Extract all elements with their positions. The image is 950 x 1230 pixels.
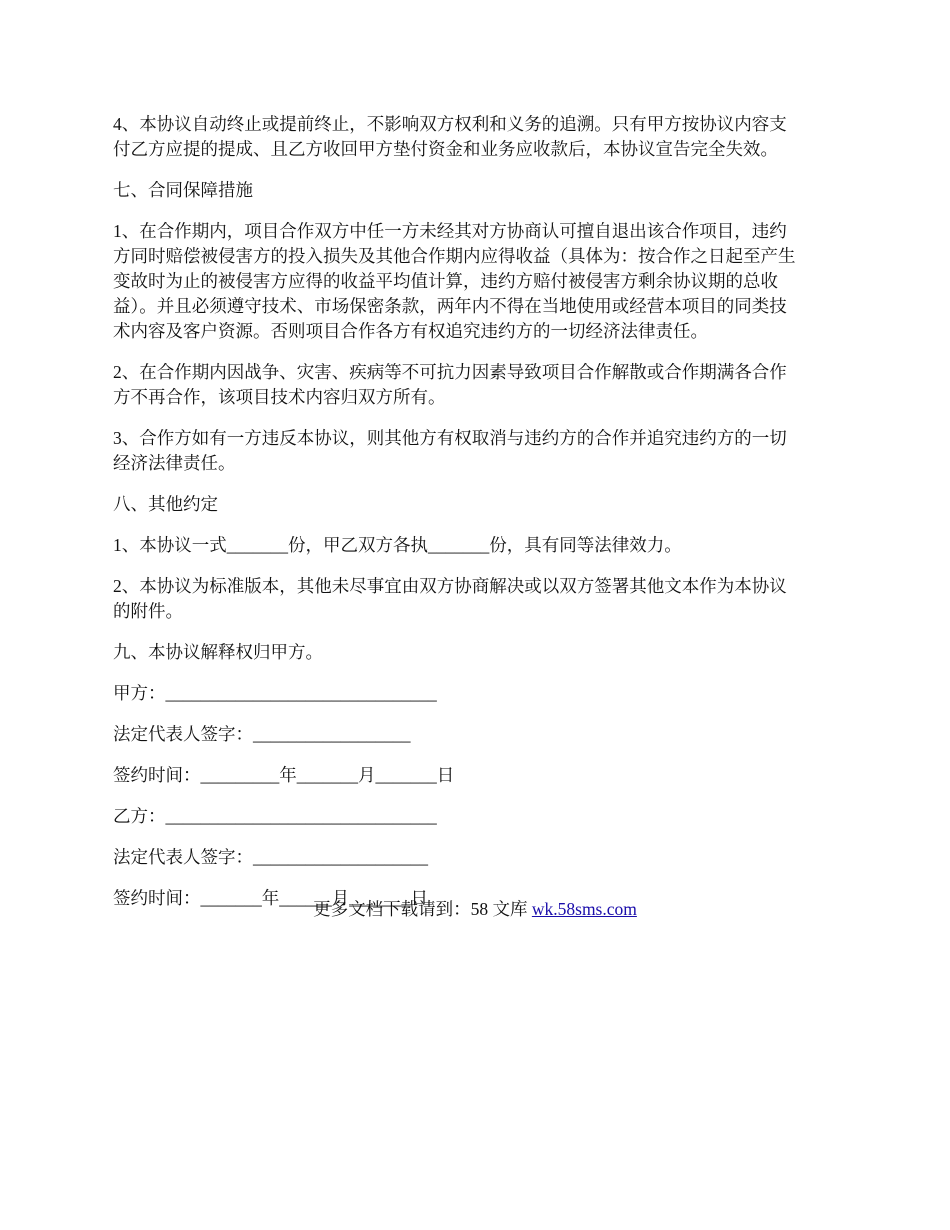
clause-8-1 — [113, 533, 843, 558]
party-a-representative-field: 法定代表人签字：__________________ — [113, 724, 411, 744]
text-line: 的附件。 — [113, 601, 183, 621]
party-a-date-field: 签约时间：_________年_______月_______日 — [113, 765, 455, 785]
clause-7-2 — [113, 360, 843, 410]
clause-7-1 — [113, 219, 843, 344]
footer-text: 更多文档下载请到：58 文库 — [313, 899, 532, 919]
text-line: 变故时为止的被侵害方应得的收益平均值计算，违约方赔付被侵害方剩余协议期的总收 — [113, 271, 778, 291]
text-line: 益）。并且必须遵守技术、市场保密条款，两年内不得在当地使用或经营本项目的同类技 — [113, 296, 787, 316]
text-line: 1、在合作期内，项目合作双方中任一方未经其对方协商认可擅自退出该合作项目，违约 — [113, 221, 787, 241]
party-b-field: 乙方：_______________________________ — [113, 806, 437, 826]
text-line: 经济法律责任。 — [113, 453, 236, 473]
text-line: 2、在合作期内因战争、灾害、疾病等不可抗力因素导致项目合作解散或合作期满各合作 — [113, 362, 787, 382]
section-9: 九、本协议解释权归甲方。 — [113, 642, 323, 662]
text-line: 方同时赔偿被侵害方的投入损失及其他合作期内应得收益（具体为：按合作之日起至产生 — [113, 246, 796, 266]
party-b-date-field: 签约时间：_______年______月_______日 — [113, 888, 428, 908]
section-7-heading: 七、合同保障措施 — [113, 180, 253, 200]
footer — [0, 897, 950, 922]
clause-8-2 — [113, 574, 843, 624]
text-line: 方不再合作，该项目技术内容归双方所有。 — [113, 387, 446, 407]
document-body — [113, 112, 843, 911]
footer-link[interactable]: wk.58sms.com — [531, 899, 637, 919]
clause-7-3 — [113, 426, 843, 476]
party-b-representative-field: 法定代表人签字：____________________ — [113, 847, 428, 867]
text-line: 2、本协议为标准版本，其他未尽事宜由双方协商解决或以双方签署其他文本作为本协议 — [113, 576, 787, 596]
text-line: 1、本协议一式_______份，甲乙双方各执_______份，具有同等法律效力。 — [113, 535, 682, 555]
text-line: 3、合作方如有一方违反本协议，则其他方有权取消与违约方的合作并追究违约方的一切 — [113, 428, 787, 448]
text-line: 术内容及客户资源。否则项目合作各方有权追究违约方的一切经济法律责任。 — [113, 321, 708, 341]
party-a-field: 甲方：_______________________________ — [113, 683, 437, 703]
text-line: 4、本协议自动终止或提前终止，不影响双方权利和义务的追溯。只有甲方按协议内容支 — [113, 114, 787, 134]
section-8-heading: 八、其他约定 — [113, 494, 218, 514]
clause-6-4 — [113, 112, 843, 162]
text-line: 付乙方应提的提成、且乙方收回甲方垫付资金和业务应收款后，本协议宣告完全失效。 — [113, 139, 778, 159]
